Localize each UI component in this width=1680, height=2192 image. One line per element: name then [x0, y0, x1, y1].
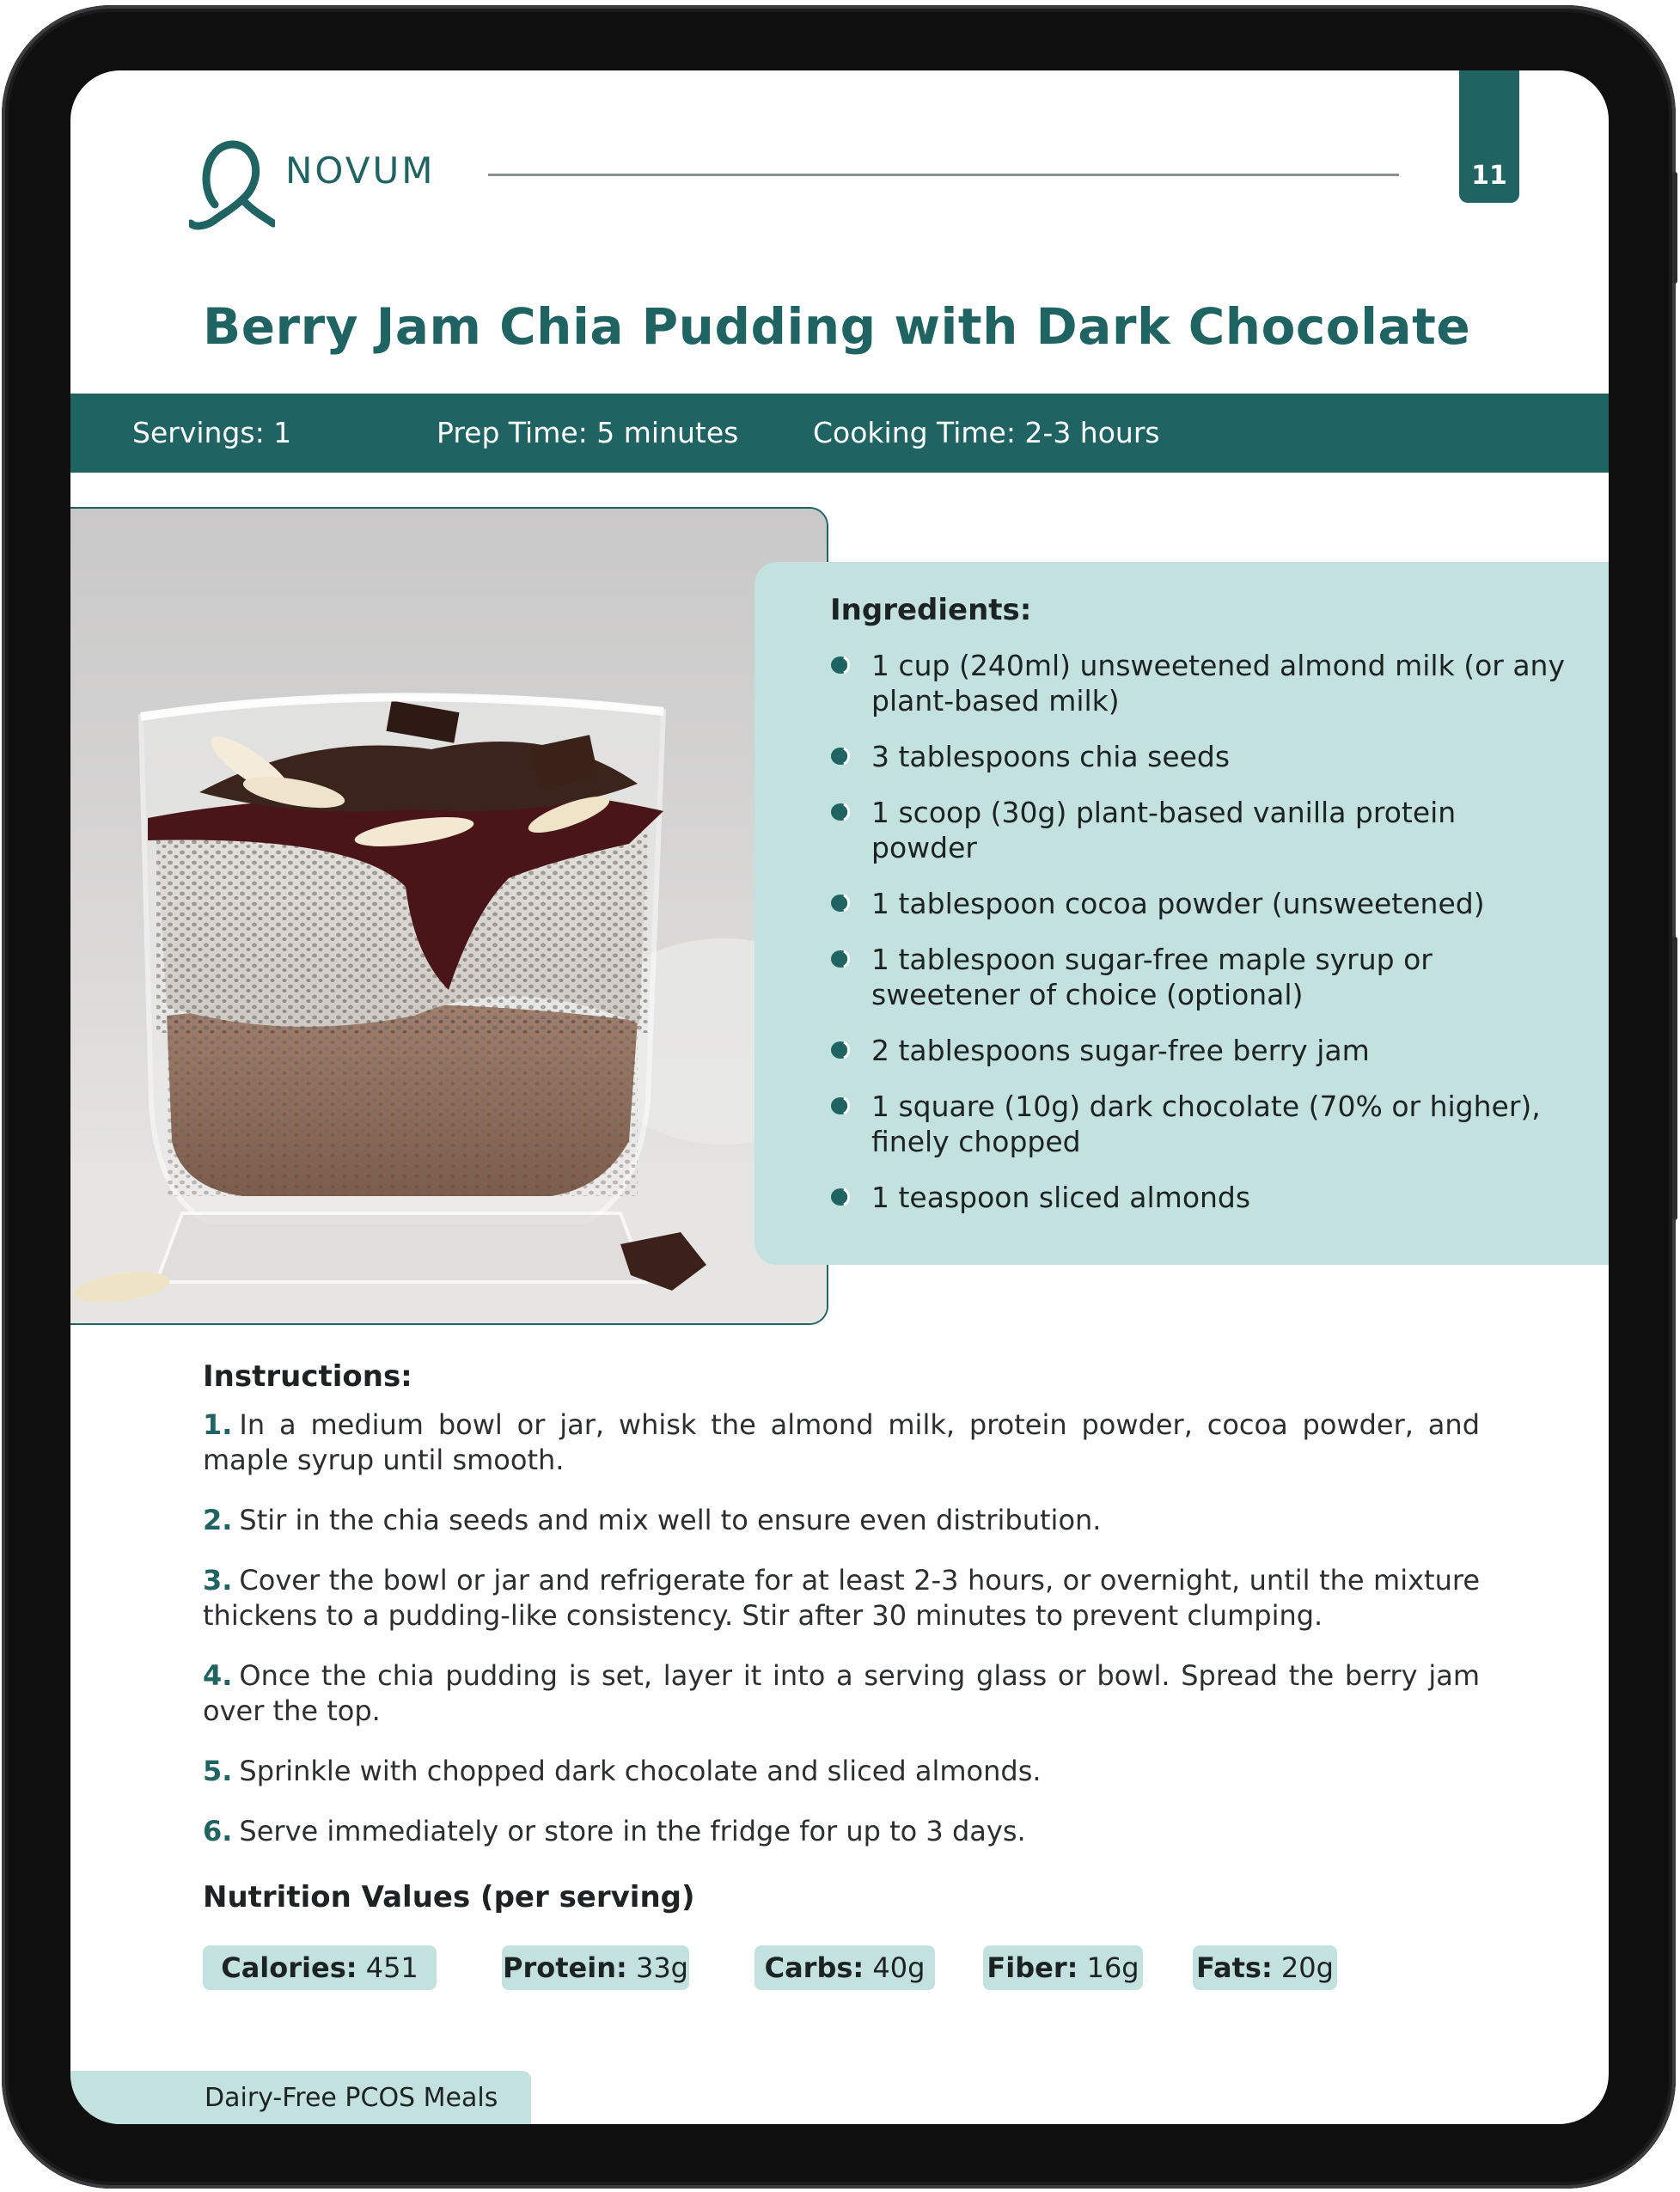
nutrition-label: Carbs:: [764, 1951, 864, 1984]
bullet-icon: [830, 747, 853, 766]
nutrition-value: 451: [365, 1951, 418, 1984]
ingredient-item: [830, 1089, 1569, 1159]
ingredient-item: [830, 1033, 1569, 1068]
step-number: 3.: [203, 1564, 233, 1597]
ingredient-text: 1 square (10g) dark chocolate (70% or higher), finely chopped: [871, 1090, 1541, 1158]
nutrition-value: 40g: [872, 1951, 926, 1984]
bullet-icon: [830, 1041, 853, 1059]
instruction-step: [203, 1754, 1480, 1789]
instruction-step: [203, 1407, 1480, 1478]
volume-button: [1672, 172, 1677, 284]
step-text: Once the chia pudding is set, layer it into a serving glass or bowl. Spread the berry jam over the top.: [203, 1659, 1480, 1727]
page-number-tab: [1459, 70, 1519, 203]
ingredient-text: 1 cup (240ml) unsweetened almond milk (or any plant-based milk): [871, 649, 1565, 717]
ingredient-item: [830, 942, 1569, 1012]
brand-name: NOVUM: [285, 150, 436, 192]
nutrition-label: Fats:: [1196, 1951, 1273, 1984]
side-button: [1672, 937, 1677, 1220]
nutrition-pill-carbs: [754, 1945, 935, 1990]
ingredients-list: [830, 648, 1569, 1236]
ingredient-text: 3 tablespoons chia seeds: [871, 740, 1231, 773]
nutrition-pill-calories: [203, 1945, 437, 1990]
document-page: [70, 70, 1609, 2124]
ingredient-item: [830, 648, 1569, 718]
instructions-list: [203, 1407, 1480, 1874]
nutrition-pill-fiber: [983, 1945, 1143, 1990]
novum-logo-icon: [189, 127, 275, 230]
footer-tab: [70, 2071, 531, 2124]
recipe-title: Berry Jam Chia Pudding with Dark Chocolate: [203, 297, 1471, 356]
header-divider: [488, 174, 1399, 176]
ingredient-text: 1 tablespoon sugar-free maple syrup or sweetener of choice (optional): [871, 943, 1433, 1011]
step-text: Serve immediately or store in the fridge for up to 3 days.: [239, 1815, 1026, 1847]
cooking-time-label: Cooking Time: 2-3 hours: [813, 416, 1160, 449]
ingredient-item: [830, 886, 1569, 921]
step-number: 2.: [203, 1504, 233, 1536]
bullet-icon: [830, 894, 853, 913]
nutrition-value: 16g: [1086, 1951, 1139, 1984]
ingredients-panel: [754, 562, 1609, 1265]
ingredient-item: [830, 1180, 1569, 1215]
recipe-meta-band: [70, 394, 1609, 473]
nutrition-label: Protein:: [503, 1951, 627, 1984]
step-number: 1.: [203, 1408, 233, 1441]
page-number: 11: [1471, 161, 1507, 191]
bullet-icon: [830, 949, 853, 968]
nutrition-label: Calories:: [221, 1951, 357, 1984]
instruction-step: [203, 1503, 1480, 1538]
nutrition-heading: Nutrition Values (per serving): [203, 1880, 695, 1914]
nutrition-value: 20g: [1280, 1951, 1334, 1984]
ingredient-item: [830, 739, 1569, 774]
step-text: Cover the bowl or jar and refrigerate for at least 2-3 hours, or overnight, until the mixture thickens to a pudding-like consistency. Stir after 30 minutes to prevent clumping.: [203, 1564, 1480, 1632]
ingredient-text: 1 scoop (30g) plant-based vanilla protein powder: [871, 796, 1457, 864]
ingredient-text: 2 tablespoons sugar-free berry jam: [871, 1034, 1370, 1067]
step-number: 6.: [203, 1815, 233, 1847]
bullet-icon: [830, 1188, 853, 1206]
prep-time-label: Prep Time: 5 minutes: [437, 416, 739, 449]
ingredients-heading: Ingredients:: [830, 593, 1032, 627]
step-text: Sprinkle with chopped dark chocolate and sliced almonds.: [239, 1755, 1042, 1787]
chia-pudding-glass-image: [70, 509, 828, 1325]
step-text: In a medium bowl or jar, whisk the almond milk, protein powder, cocoa powder, and maple syrup until smooth.: [203, 1408, 1480, 1476]
instruction-step: [203, 1814, 1480, 1849]
footer-label: Dairy-Free PCOS Meals: [205, 2083, 498, 2113]
instruction-step: [203, 1563, 1480, 1633]
ingredient-text: 1 tablespoon cocoa powder (unsweetened): [871, 887, 1485, 920]
servings-label: Servings: 1: [132, 416, 292, 449]
nutrition-value: 33g: [635, 1951, 688, 1984]
bullet-icon: [830, 1096, 853, 1115]
nutrition-pill-protein: [502, 1945, 689, 1990]
bullet-icon: [830, 656, 853, 675]
step-number: 5.: [203, 1755, 233, 1787]
instructions-heading: Instructions:: [203, 1359, 412, 1394]
bullet-icon: [830, 803, 853, 821]
ingredient-item: [830, 795, 1569, 865]
nutrition-label: Fiber:: [987, 1951, 1078, 1984]
instruction-step: [203, 1658, 1480, 1729]
nutrition-pill-fats: [1193, 1945, 1337, 1990]
ingredient-text: 1 teaspoon sliced almonds: [871, 1181, 1251, 1214]
step-text: Stir in the chia seeds and mix well to ensure even distribution.: [239, 1504, 1102, 1536]
recipe-photo: [70, 507, 828, 1325]
step-number: 4.: [203, 1659, 233, 1692]
